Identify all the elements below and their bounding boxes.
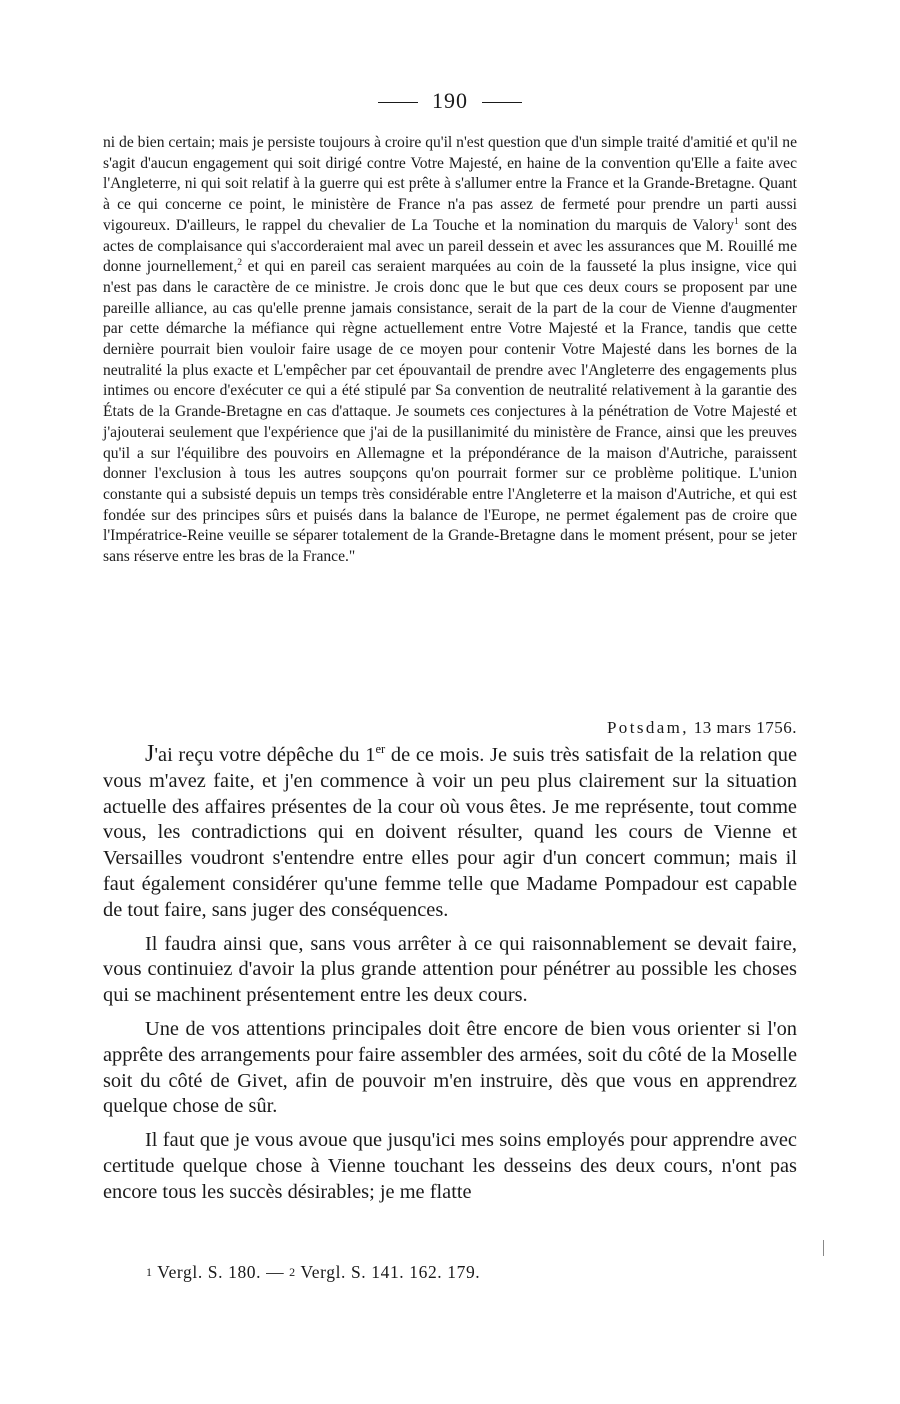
quoted-report (103, 133, 797, 568)
letter-paragraph-1 (103, 742, 797, 924)
footnote-mark-2: 2 (289, 1265, 296, 1279)
letter-text-1b: de ce mois. Je suis très satisfait de la relation que vous m'avez faite, et j'en commence à voir un peu plus clairement sur la situation actuelle des affaires présentes de la cour où vous êtes. Je me représente, tout comme vous, les contradictions qui en doivent résulter, quand les cours de Vienne et Versailles voudront s'entendre entre elles pour agir d'un concert commun; mais il faut également considérer qu'une femme telle que Madame Pompadour est capable de tout faire, sans juger des conséquences. (103, 744, 798, 921)
right-rule (482, 102, 522, 103)
margin-mark (823, 1240, 824, 1256)
initial-letter: J (145, 741, 155, 767)
left-rule (378, 102, 418, 103)
ordinal-superscript: er (375, 742, 386, 757)
letter-paragraph-3: Une de vos attentions principales doit être encore de bien vous orienter si l'on apprête des arrangements pour faire assembler des armées, soit du côté de la Moselle soit du côté de Givet, afin de pouvoir m'en instruire, dès que vous en apprendrez quelque chose de sûr. (103, 1017, 797, 1118)
footnote-text-1: Vergl. S. 180. — (152, 1262, 290, 1282)
footnote-ref-1: 1 (734, 215, 739, 227)
dateline (520, 718, 797, 738)
page-number: 190 (432, 88, 468, 113)
letter-text-1a: 'ai reçu votre dépêche du 1 (154, 744, 376, 766)
dateline-place: Potsdam, (606, 718, 689, 737)
letter-body (103, 742, 797, 1206)
dateline-date: 13 mars 1756. (693, 718, 797, 737)
letter-paragraph-4: Il faut que je vous avoue que jusqu'ici mes soins employés pour apprendre avec certitude quelque chose à Vienne touchant les desseins des deux cours, n'ont pas encore tous les succès désirables; je me flatte (103, 1129, 797, 1203)
quote-text-3: et qui en pareil cas seraient marquées au coin de la fausseté la plus insigne, vice qui n'est pas dans le caractère de ce ministre. Je crois donc que le but que ces deux cours se proposent par une pareille alliance, au cas qu'elle prenne jamais consistance, serait de la part de la cour de Vienne d'augmenter par cette démarche la méfiance qui règne actuellement entre Votre Majesté et la France, tandis que cette dernière pourrait bien vouloir faire usage de ce moyen pour contenir Votre Majesté dans les bornes de la neutralité la plus exacte et L'empêcher par cet épouvantail de prendre avec l'Angleterre des engagements plus intimes ou encore d'exécuter ce qui a été stipulé par Sa convention de neutralité relativement à la garantie des États de la Grande-Bretagne en cas d'attaque. Je soumets ces conjectures à la pénétration de Votre Majesté et j'ajouterai seulement que l'expérience que j'ai de la pusillanimité du ministère de France, ainsi que les preuves qu'il a sur l'équilibre des pouvoirs en Allemagne et la prépondérance de la maison d'Autriche, paraissent donner l'exclusion à tous les autres soupçons qu'on pourrait former sur ce problème politique. L'union constante qui a subsisté depuis un temps très considérable entre l'Angleterre et la maison d'Autriche, et qui est fondée sur des principes sûrs et puisés dans la balance de l'Europe, ne permet également pas de croire que l'Impératrice-Reine veuille se séparer totalement de la Grande-Bretagne dans le moment présent, pour se jeter sans réserve entre les bras de la France." (103, 258, 797, 566)
letter-paragraph-2: Il faudra ainsi que, sans vous arrêter à ce qui raisonnablement se devait faire, vous continuiez d'avoir la plus grande attention pour pénétrer au possible les choses qui se machinent présentement entre les deux cours. (103, 932, 797, 1007)
footnote-ref-2: 2 (237, 257, 243, 269)
footnote-mark-1: 1 (146, 1265, 153, 1279)
quote-paragraph (103, 133, 797, 568)
footnote-text-2: Vergl. S. 141. 162. 179. (295, 1262, 481, 1282)
quote-text-1: ni de bien certain; mais je persiste toujours à croire qu'il n'est question que d'un simple traité d'amitié et qu'il ne s'agit d'aucun engagement qui soit dirigé contre Votre Majesté, en haine de la convention qu'Elle a faite avec l'Angleterre, ni qui soit relatif à la guerre qui est prête à s'allumer entre la France et la Grande-Bretagne. Quant à ce qui concerne ce point, le ministère de France n'a pas assez de fermeté pour prendre un parti aussi vigoureux. D'ailleurs, le rappel du chevalier de La Touche et la nomination du marquis de Valory (103, 134, 797, 234)
quote-text-2: sont des actes de complaisance qui s'accorderaient mal avec un pareil dessein et avec les assurances que M. Rouillé me donne journellement, (103, 216, 797, 276)
footnotes (146, 1262, 746, 1283)
page-number-header (0, 88, 900, 114)
